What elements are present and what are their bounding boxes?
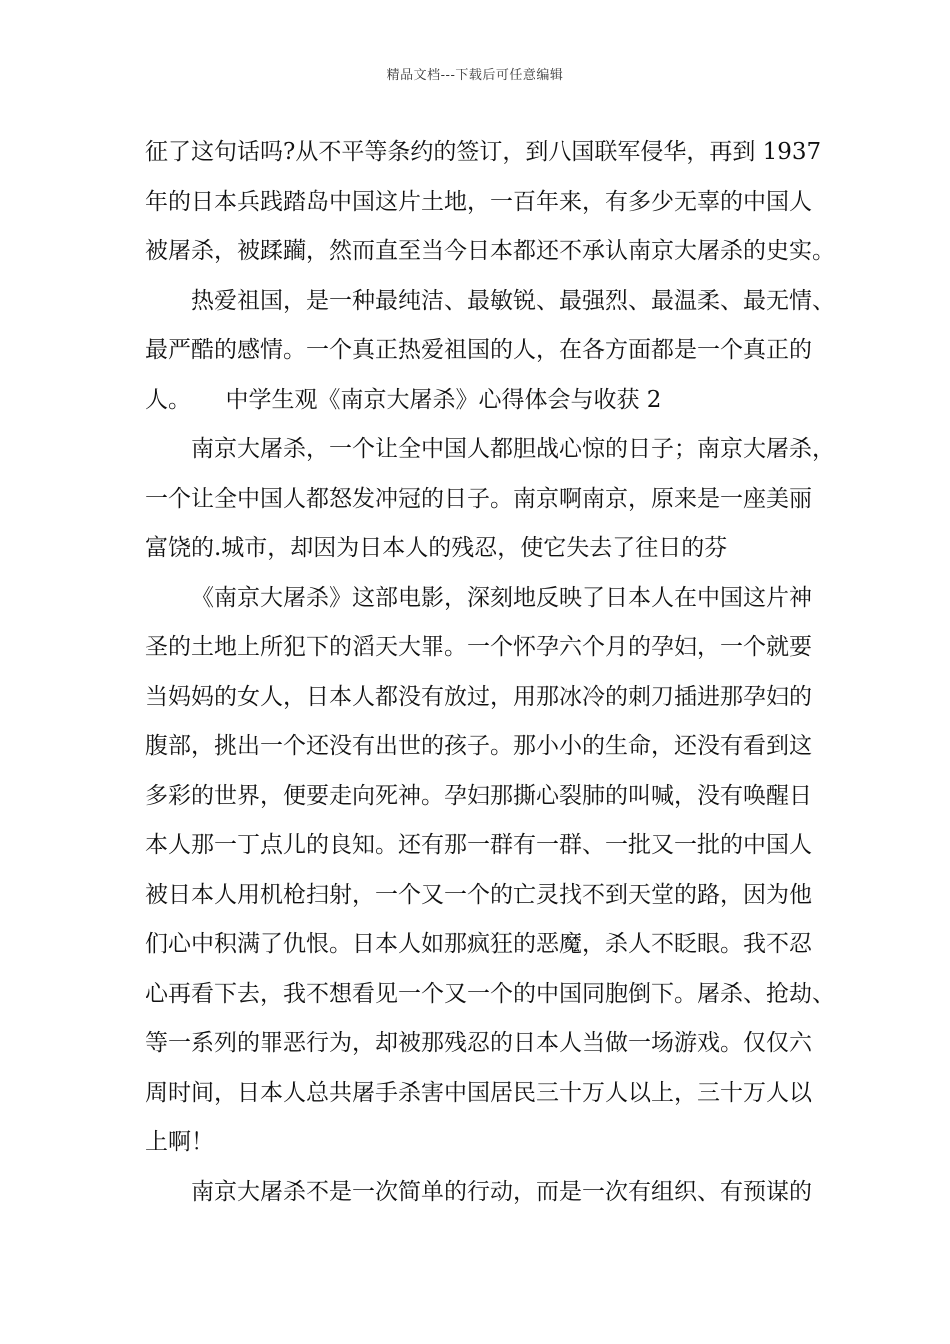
paragraph-start-line: 南京大屠杀，一个让全中国人都胆战心惊的日子；南京大屠杀， xyxy=(191,436,835,462)
text-line: 人。 中学生观《南京大屠杀》心得体会与收获 2 xyxy=(145,386,662,413)
text-line: 多彩的世界，便要走向死神。孕妇那撕心裂肺的叫喊，没有唤醒日 xyxy=(145,782,812,809)
text-line: 本人那一丁点儿的良知。还有那一群有一群、一批又一批的中国人 xyxy=(145,832,812,858)
text-line: 被日本人用机枪扫射，一个又一个的亡灵找不到天堂的路，因为他 xyxy=(145,881,812,908)
paragraph-start-line: 《南京大屠杀》这部电影，深刻地反映了日本人在中国这片神 xyxy=(191,584,812,611)
document-body xyxy=(145,128,835,1217)
text-line: 当妈妈的女人，日本人都没有放过，用那冰冷的刺刀插进那孕妇的 xyxy=(145,683,812,710)
text-line: 等一系列的罪恶行为，却被那残忍的日本人当做一场游戏。仅仅六 xyxy=(145,1030,812,1056)
text-line: 上啊！ xyxy=(145,1129,214,1155)
paragraph-start-line: 南京大屠杀不是一次简单的行动，而是一次有组织、有预谋的 xyxy=(191,1178,812,1205)
text-line: 腹部，挑出一个还没有出世的孩子。那小小的生命，还没有看到这 xyxy=(145,733,812,759)
text-line: 一个让全中国人都怒发冲冠的日子。南京啊南京，原来是一座美丽 xyxy=(145,485,812,512)
text-line: 被屠杀，被蹂躏，然而直至当今日本都还不承认南京大屠杀的史实。 xyxy=(145,238,835,264)
text-line: 周时间，日本人总共屠手杀害中国居民三十万人以上，三十万人以 xyxy=(145,1079,812,1106)
text-line: 年的日本兵践踏岛中国这片土地，一百年来，有多少无辜的中国人 xyxy=(145,188,812,215)
paragraph-start-line: 热爱祖国，是一种最纯洁、最敏锐、最强烈、最温柔、最无情、 xyxy=(191,287,835,314)
page-header: 精品文档---下载后可任意编辑 xyxy=(386,68,564,83)
text-line: 心再看下去，我不想看见一个又一个的中国同胞倒下。屠杀、抢劫、 xyxy=(145,980,835,1007)
text-line: 富饶的.城市，却因为日本人的残忍，使它失去了往日的芬 xyxy=(145,535,728,561)
text-line: 征了这句话吗?从不平等条约的签订，到八国联军侵华，再到 1937 xyxy=(145,139,822,165)
text-line: 圣的土地上所犯下的滔天大罪。一个怀孕六个月的孕妇，一个就要 xyxy=(145,634,812,660)
text-line: 们心中积满了仇恨。日本人如那疯狂的恶魔，杀人不眨眼。我不忍 xyxy=(145,931,812,957)
text-line: 最严酷的感情。一个真正热爱祖国的人，在各方面都是一个真正的 xyxy=(145,337,812,363)
